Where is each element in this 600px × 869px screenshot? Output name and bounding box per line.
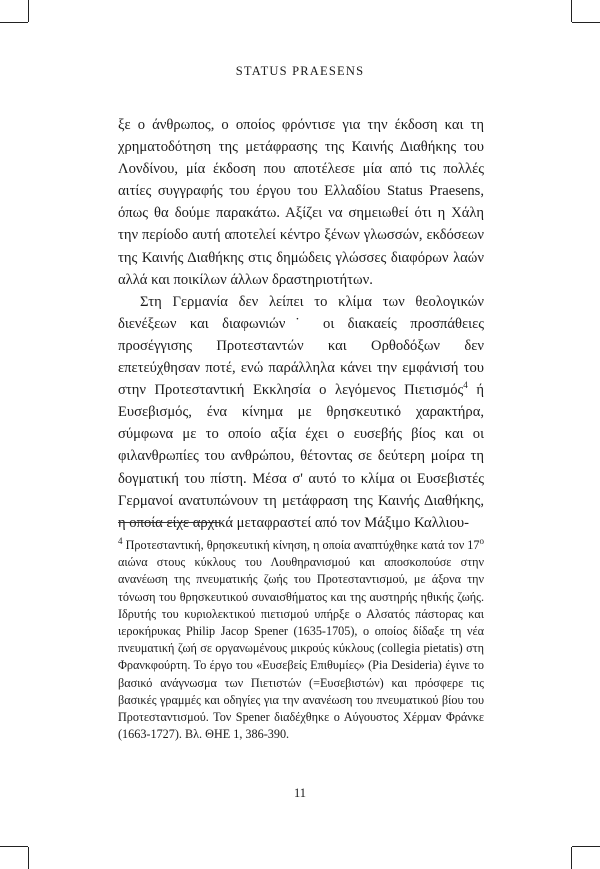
body-text (118, 114, 484, 534)
crop-mark-top-right (571, 0, 572, 22)
crop-mark-bottom-left-h (0, 846, 28, 847)
paragraph-1: ξε ο άνθρωπος, ο οποίος φρόντισε για την έκδοση και τη χρηματοδότηση της μετάφρασης της Καινής Διαθήκης του Λονδίνου, μία έκδοση που αποτέλεσε μία από τις πολλές αιτίες συγγραφής του έργου του Ελλαδίου Status Praesens, όπως θα δούμε παρακάτω. Αξίζει να σημειωθεί ότι η Χάλη την περίοδο αυτή αποτελεί κέντρο ξένων γλωσσών, εκδόσεων της Καινής Διαθήκης στις δημώδεις γλώσσες διαφόρων λαών αλλά και ποικίλων άλλων δραστηριοτήτων. (118, 117, 484, 288)
crop-mark-top-left (28, 0, 29, 22)
footnote-ref[interactable]: 4 (463, 380, 468, 391)
footnote-number: 4 (118, 535, 123, 546)
footnote-separator (118, 522, 220, 523)
crop-mark-bottom-left (28, 847, 29, 869)
footnote (118, 537, 484, 743)
footnote-ordinal: ο (479, 535, 484, 546)
crop-mark-bottom-right-h (572, 846, 600, 847)
paragraph-2-before: Στη Γερμανία δεν λείπει το κλίμα των θεολογικών διενέξεων και διαφωνιών˙ οι διακαείς προσπάθειες προσέγγισης Προτεσταντών και Ορθοδόξων δεν επετεύχθησαν ποτέ, ενώ παράλληλα κάνει την εμφάνισή του στην Προτεσταντική Εκκλησία ο λεγόμενος Πιετισμός (118, 293, 484, 399)
footnote-text-start: Προτεσταντική, θρησκευτική κίνηση, η οποία αναπτύχθηκε κατά τον 17 (125, 538, 480, 552)
crop-mark-top-right-h (572, 22, 600, 23)
crop-mark-top-left-h (0, 22, 28, 23)
crop-mark-bottom-right (571, 847, 572, 869)
running-head: STATUS PRAESENS (235, 64, 365, 78)
page-number: 11 (293, 786, 307, 800)
footnote-text-rest: αιώνα στους κύκλους του Λουθηρανισμού και αποσκοπούσε στην ανανέωση της πνευματικής ζωής του Προτεσταντισμού, με άξονα την τόνωση του θρησκευτικού συναισθήματος και της αυστηρής ηθικής ζωής. Ιδρυτής του κυριολεκτικού πιετισμού υπήρξε ο Αλσατός πάστορας και ιεροκήρυκας Philip Jacop Spener (1635-1705), ο οποίος δίδαξε τη νέα πνευματική ζωή σε οργανωμένους μικρούς κύκλους (collegia pietatis) στη Φρανκφούρτη. Το έργο του «Ευσεβείς Επιθυμίες» (Pia Desideria) έγινε το βασικό ανάγνωσμα των Πιετιστών (=Ευσεβιστών) και πρόσφερε τις βασικές γραμμές και οδηγίες για την ανανέωση του πνευματικού βίου του Προτεσταντισμού. Τον Spener διαδέχθηκε ο Αύγουστος Χέρμαν Φράνκε (1663-1727). Βλ. ΘΗΕ 1, 386-390. (118, 555, 484, 742)
paragraph-2-after: ή Ευσεβισμός, ένα κίνημα με θρησκευτικό χαρακτήρα, σύμφωνα με το οποίο αξία έχει ο ευσεβής βίος και οι φιλανθρωπίες του ανθρώπου, θέτοντας σε δεύτερη μοίρα τη δογματική του πίστη. Μέσα σ' αυτό το κλίμα οι Ευσεβιστές Γερμανοί ανατυπώνουν τη μετάφραση της Καινής Διαθήκης, η οποία είχε αρχικά μεταφραστεί από τον Μάξιμο Καλλιου- (118, 382, 484, 531)
paragraph-2 (118, 291, 484, 534)
